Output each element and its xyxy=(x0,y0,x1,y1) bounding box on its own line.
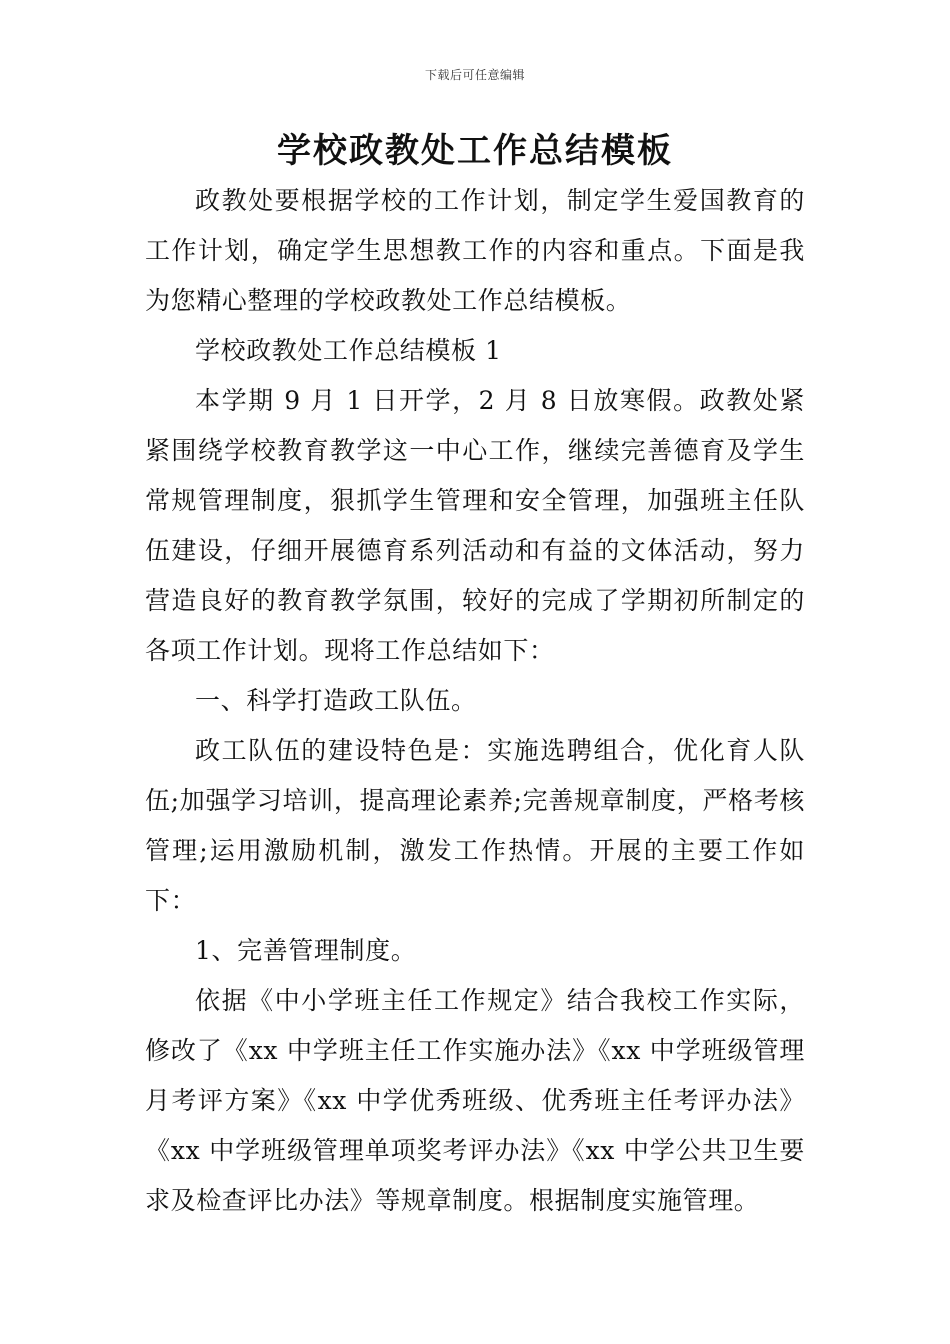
document-title: 学校政教处工作总结模板 xyxy=(277,131,673,171)
subheading-management-system: 1、完善管理制度。 xyxy=(195,936,417,965)
section-heading-team: 一、科学打造政工队伍。 xyxy=(195,686,477,715)
summary-paragraph: 本学期 9 月 1 日开学，2 月 8 日放寒假。政教处紧紧围绕学校教育教学这一中心工作，继续完善德育及学生常规管理制度，狠抓学生管理和安全管理，加强班主任队伍建设，仔细开展德育系列活动和有益的文体活动，努力营造良好的教育教学氛围，较好的完成了学期初所制定的各项工作计划。现将工作总结如下： xyxy=(145,386,805,665)
management-paragraph: 依据《中小学班主任工作规定》结合我校工作实际，修改了《xx 中学班主任工作实施办法》《xx 中学班级管理月考评方案》《xx 中学优秀班级、优秀班主任考评办法》《xx 中学班级管理单项奖考评办法》《xx 中学公共卫生要求及检查评比办法》等规章制度。根据制度实施管理。 xyxy=(145,986,805,1215)
document-body xyxy=(145,176,805,1226)
intro-paragraph: 政教处要根据学校的工作计划，制定学生爱国教育的工作计划，确定学生思想教工作的内容和重点。下面是我为您精心整理的学校政教处工作总结模板。 xyxy=(145,186,805,315)
team-paragraph: 政工队伍的建设特色是：实施选聘组合，优化育人队伍;加强学习培训，提高理论素养;完善规章制度，严格考核管理;运用激励机制，激发工作热情。开展的主要工作如下： xyxy=(145,736,805,915)
section-heading-template-1: 学校政教处工作总结模板 1 xyxy=(195,336,502,365)
header-note: 下载后可任意编辑 xyxy=(424,68,525,82)
